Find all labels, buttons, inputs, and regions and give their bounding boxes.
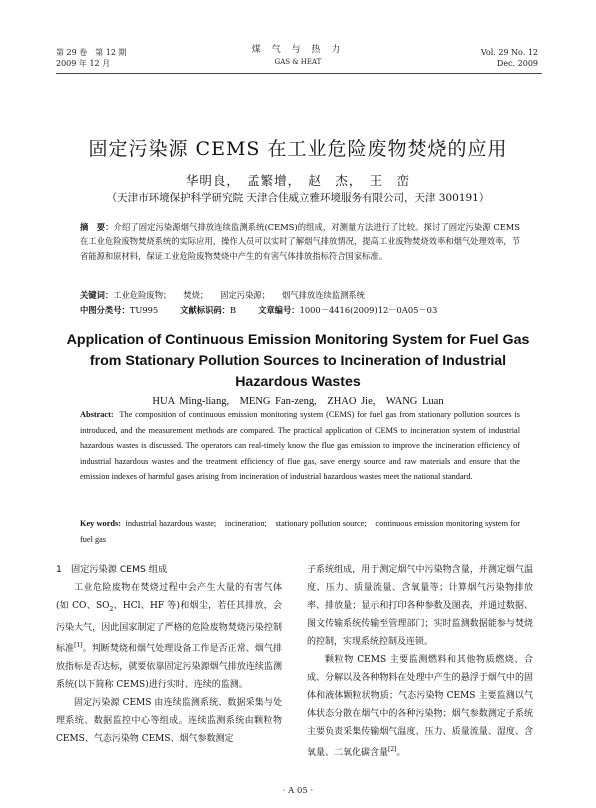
keyword-cn: 固定污染源；: [220, 290, 270, 300]
header-volume-en: [481, 47, 538, 69]
body-column-right: [307, 561, 533, 762]
abstract-en: [80, 407, 520, 485]
article-number-label: 文章编号：: [258, 305, 300, 315]
journal-name-cn: 煤 气 与 热 力: [251, 45, 345, 55]
header-volume: 第 29 卷 第 12 期: [56, 48, 127, 57]
doc-code-value: B: [229, 305, 237, 315]
header-date-en: Dec. 2009: [496, 59, 538, 68]
keywords-en-label: Key words:: [80, 519, 121, 528]
classification-line: [80, 304, 520, 316]
journal-name-en: GAS & HEAT: [274, 58, 322, 66]
clc-value: TU995: [129, 305, 159, 315]
paper-title-en: Application of Continuous Emission Monitoring System for Fuel Gas from Stationary Pollution Sources to Incineration of Industrial Hazardous Wastes: [66, 332, 530, 390]
article-number-value: 1000－4416(2009)12－0A05－03: [299, 305, 438, 315]
abstract-cn: [80, 220, 520, 263]
authors-en: HUA Ming-liang, MENG Fan-zeng, ZHAO Jie, WANG Luan: [152, 396, 444, 407]
clc-label: 中图分类号：: [80, 305, 130, 315]
citation-ref: [1]: [74, 641, 83, 649]
abstract-cn-text: 介绍了固定污染源烟气排放连续监测系统(CEMS)的组成，对测量方法进行了比较。探讨了固定污染源 CEMS 在工业危险废物焚烧系统的实际应用，操作人员可以实时了解烟气排放情况，提高工业废物焚烧效率和烟气处理效率，节省能源和原材料，保证工业危险废物焚烧中产生的有害气体排放指标符合国家标准。: [80, 222, 520, 261]
abstract-en-text: The composition of continuous emission monitoring system (CEMS) for fuel gas from stationary pollution sources is introduced, and the measurement methods are compared. The practical application of CEMS to incineration system of industrial hazardous wastes is discussed. The operators can real-timely know the flue gas emission to improve the incineration efficiency of industrial hazardous wastes and the treatment efficiency of flue gas, save energy source and raw materials and ensure that the emission indexes of harmful gases arising from incineration of industrial hazardous wastes meet the national standard.: [80, 410, 520, 481]
keyword-cn: 烟气排放连续监测系统: [282, 290, 365, 300]
keywords-en-text: industrial hazardous waste; incineration; stationary pollution source; continuous emission monitoring system for fuel gas: [80, 519, 520, 544]
doc-code-label: 文献标识码：: [180, 305, 230, 315]
paper-title-cn: 固定污染源 CEMS 在工业危险废物焚烧的应用: [88, 138, 508, 160]
page-number: · A 05 ·: [282, 786, 314, 796]
keyword-cn: 焚烧；: [183, 290, 209, 300]
body-column-left: [56, 561, 282, 748]
body-paragraph: 颗粒物 CEMS 主要监测燃料和其他物质燃烧、合成、分解以及各种物料在处理中产生的悬浮于烟气中的固体和液体颗粒状物质；气态污染物 CEMS 主要监测以气体状态分散在烟气中的各种污染物；烟气参数测定子系统主要负责采集传输烟气温度、压力、质量流量、湿度、含氧量、二氧化碳含量[2]。: [307, 655, 533, 758]
authors-cn: 华明良， 孟繁增， 赵 杰， 王 峦: [185, 173, 411, 188]
header-rule: [56, 73, 542, 74]
header-date: 2009 年 12 月: [56, 59, 111, 68]
keywords-cn: [80, 289, 520, 301]
body-paragraph: 子系统组成，用于测定烟气中污染物含量，并测定烟气温度、压力、质量流量、含氧量等；计算烟气污染物排放率、排放量；显示和打印各种参数及图表，并通过数据、图文传输系统传输至管理部门；实时监测数据能参与焚烧的控制，实现系统控制及连锁。: [307, 565, 533, 647]
keywords-en: [80, 516, 520, 547]
abstract-cn-label: 摘 要：: [80, 222, 114, 232]
citation-ref: [2]: [388, 746, 397, 753]
keyword-cn: 工业危险废物；: [113, 290, 172, 300]
body-paragraph: 固定污染源 CEMS 由连续监测系统、数据采集与处理系统、数据监控中心等组成。连续监测系统由颗粒物 CEMS、气态污染物 CEMS、烟气参数测定: [56, 697, 282, 744]
header-volume-en-line: Vol. 29 No. 12: [480, 48, 538, 57]
keywords-cn-label: 关键词：: [80, 290, 114, 300]
section-heading: 1 固定污染源 CEMS 组成: [56, 564, 168, 575]
affiliation-cn: （天津市环境保护科学研究院 天津合佳威立雅环境服务有限公司，天津 300191）: [106, 192, 490, 204]
body-paragraph: 工业危险废物在焚烧过程中会产生大量的有害气体(如 CO、$SO_2$、HCl、HF 等)和烟尘，若任其排放，会污染大气，因此国家制定了严格的危险废物焚烧污染控制标准[1]。判断焚烧和烟气处理设备工作是否正常、烟气排放指标是否达标，就要依靠固定污染源烟气排放连续监测系统(以下简称 CEMS)进行实时、连续的监测。: [56, 583, 282, 690]
abstract-en-label: Abstract:: [80, 410, 114, 419]
